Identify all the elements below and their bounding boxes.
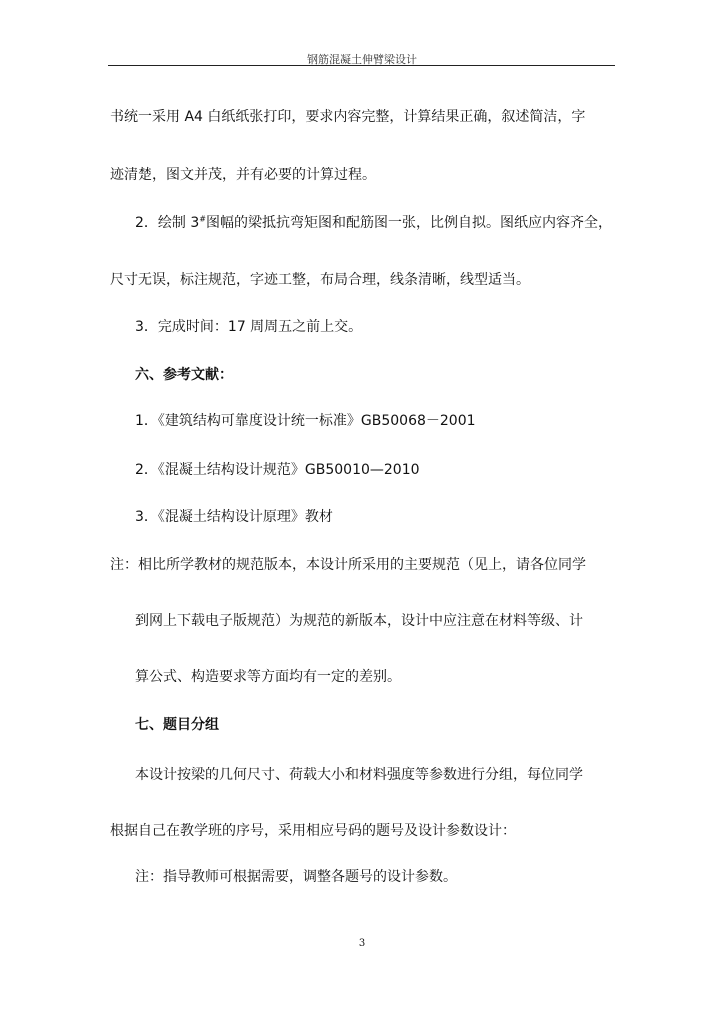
page-number: 3 [358, 938, 366, 949]
note-line-2: 到网上下载电子版规范）为规范的新版本，设计中应注意在材料等级、计 [135, 613, 583, 629]
grouping-line-2: 根据自己在教学班的序号，采用相应号码的题号及设计参数设计： [110, 823, 516, 839]
section-7-heading: 七、题目分组 [135, 717, 219, 733]
sheet-size-superscript: # [199, 214, 206, 224]
reference-1: 1．《建筑结构可靠度设计统一标准》GB50068－2001 [135, 413, 476, 429]
item-2-line [135, 214, 612, 232]
body-line-4: 尺寸无误，标注规范，字迹工整，布局合理，线条清晰，线型适当。 [110, 272, 530, 288]
reference-2: 2．《混凝土结构设计规范》GB50010—2010 [135, 462, 420, 478]
header-rule [108, 65, 615, 66]
body-line-1: 书统一采用 A4 白纸纸张打印，要求内容完整，计算结果正确，叙述简洁，字 [110, 109, 586, 125]
item-3-line: 3．完成时间：17 周周五之前上交。 [135, 319, 363, 335]
note-line-1: 注：相比所学教材的规范版本，本设计所采用的主要规范（见上，请各位同学 [110, 557, 586, 573]
body-line-2: 迹清楚，图文并茂，并有必要的计算过程。 [110, 167, 376, 183]
instructor-note: 注：指导教师可根据需要，调整各题号的设计参数。 [135, 869, 457, 885]
item-2-prefix: 2．绘制 3 [135, 215, 200, 231]
item-2-text: 图幅的梁抵抗弯矩图和配筋图一张，比例自拟。图纸应内容齐全， [205, 215, 612, 231]
section-6-heading: 六、参考文献： [135, 367, 233, 383]
grouping-line-1: 本设计按梁的几何尺寸、荷载大小和材料强度等参数进行分组，每位同学 [135, 767, 583, 783]
note-line-3: 算公式、构造要求等方面均有一定的差别。 [135, 669, 401, 685]
reference-3: 3．《混凝土结构设计原理》教材 [135, 509, 333, 525]
running-header-title: 钢筋混凝土伸臂梁设计 [307, 53, 417, 66]
